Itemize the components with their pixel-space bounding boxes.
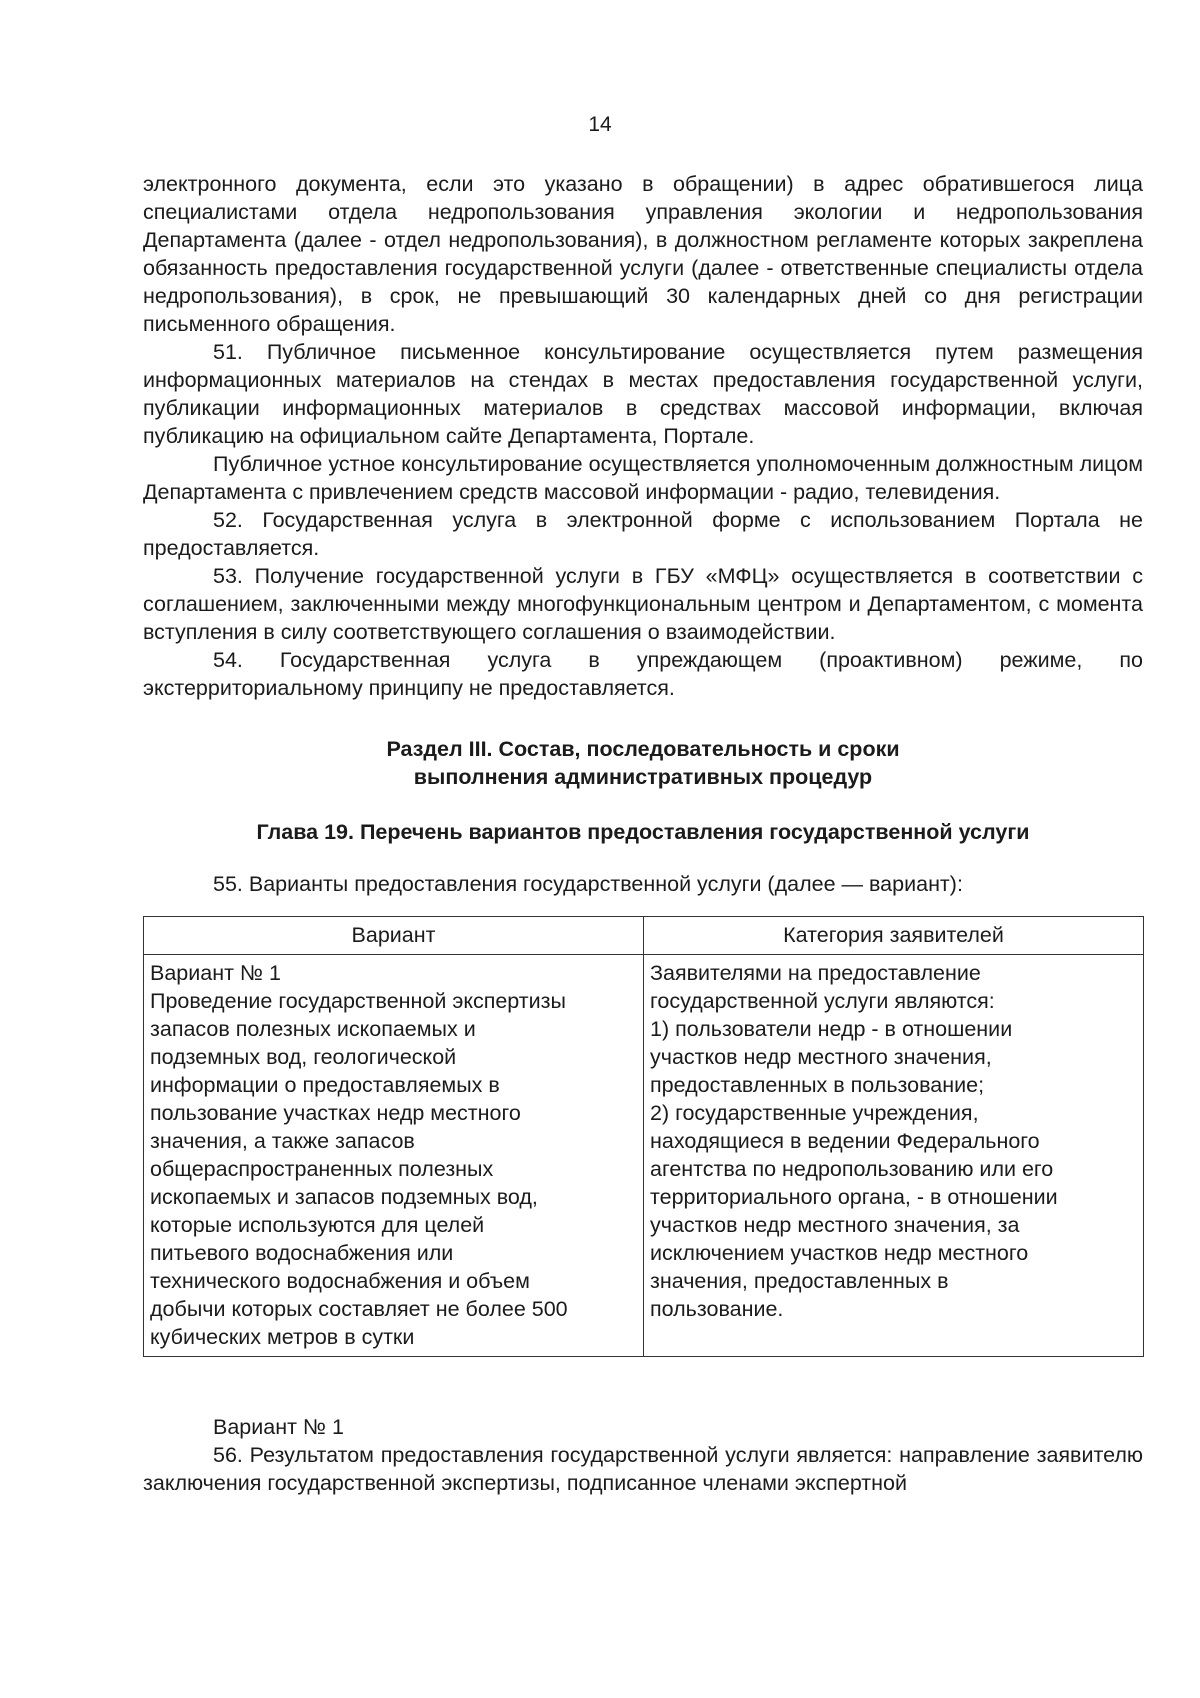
cell-line: находящиеся в ведении Федерального [650, 1129, 1040, 1153]
header-applicant-category: Категория заявителей [644, 917, 1144, 955]
cell-line: агентства по недропользованию или его [650, 1157, 1054, 1181]
paragraph-53: 53. Получение государственной услуги в ГБУ «МФЦ» осуществляется в соответствии с соглашением, заключенными между многофункциональным центром и Департаментом, с момента вступления в силу соответствующего соглашения о взаимодействии. [143, 564, 1143, 644]
cell-line: информации о предоставляемых в [150, 1073, 500, 1097]
paragraph-55: 55. Варианты предоставления государственной услуги (далее — вариант): [213, 872, 963, 896]
table-row [144, 955, 1144, 1357]
cell-line: значения, предоставленных в [650, 1269, 949, 1293]
variant-label: Вариант № 1 [213, 1415, 344, 1439]
cell-line: территориального органа, - в отношении [650, 1185, 1058, 1209]
header-variant: Вариант [144, 917, 644, 955]
cell-line: Проведение государственной экспертизы [150, 989, 566, 1013]
cell-line: пользование. [650, 1297, 784, 1321]
cell-line: ископаемых и запасов подземных вод, [150, 1185, 538, 1209]
cell-line: кубических метров в сутки [150, 1325, 415, 1349]
section-title-line-2: выполнения административных процедур [413, 765, 873, 789]
cell-line: добычи которых составляет не более 500 [150, 1297, 568, 1321]
cell-line: государственной услуги являются: [650, 989, 995, 1013]
cell-line: участков недр местного значения, за [650, 1213, 1020, 1237]
document-body [143, 170, 1143, 1497]
cell-line: 1) пользователи недр - в отношении [650, 1017, 1013, 1041]
page-number: 14 [588, 113, 612, 136]
paragraph-56: 56. Результатом предоставления государственной услуги является: направление заявителю заключения государственной экспертизы, подписанное членами экспертной [143, 1443, 1143, 1495]
cell-line: значения, а также запасов [150, 1129, 415, 1153]
table-header-row [144, 917, 1144, 955]
cell-line: участков недр местного значения, [650, 1045, 992, 1069]
variants-table [143, 916, 1144, 1357]
paragraph-51: 51. Публичное письменное консультирование осуществляется путем размещения информационных материалов на стендах в местах предоставления государственной услуги, публикации информационных материалов в средствах массовой информации, включая публикацию на официальном сайте Департамента, Портале. [143, 340, 1143, 448]
cell-line: исключением участков недр местного [650, 1241, 1029, 1265]
cell-line: общераспространенных полезных [150, 1157, 494, 1181]
cell-line: Вариант № 1 [150, 961, 281, 985]
paragraph-continuation: электронного документа, если это указано в обращении) в адрес обратившегося лица специалистами отдела недропользования управления экологии и недропользования Департамента (далее - отдел недропользования), в должностном регламенте которых закреплена обязанность предоставления государственной услуги (далее - ответственные специалисты отдела недропользования), в срок, не превышающий 30 календарных дней со дня регистрации письменного обращения. [143, 172, 1143, 336]
cell-line: Заявителями на предоставление [650, 961, 981, 985]
cell-line: питьевого водоснабжения или [150, 1241, 454, 1265]
cell-applicant-category [644, 955, 1144, 1357]
cell-line: подземных вод, геологической [150, 1045, 457, 1069]
cell-line: которые используются для целей [150, 1213, 485, 1237]
paragraph-54: 54. Государственная услуга в упреждающем (проактивном) режиме, по экстерриториальному принципу не предоставляется. [143, 648, 1143, 700]
paragraph-51-oral: Публичное устное консультирование осуществляется уполномоченным должностным лицом Департамента с привлечением средств массовой информации - радио, телевидения. [143, 452, 1143, 504]
cell-variant-description [144, 955, 644, 1357]
cell-line: пользование участках недр местного [150, 1101, 521, 1125]
cell-line: технического водоснабжения и объем [150, 1269, 530, 1293]
section-title-line-1: Раздел III. Состав, последовательность и сроки [386, 737, 900, 761]
chapter-title: Глава 19. Перечень вариантов предоставления государственной услуги [256, 820, 1030, 844]
cell-line: 2) государственные учреждения, [650, 1101, 979, 1125]
cell-line: запасов полезных ископаемых и [150, 1017, 476, 1041]
paragraph-52: 52. Государственная услуга в электронной форме с использованием Портала не предоставляется. [143, 508, 1143, 560]
cell-line: предоставленных в пользование; [650, 1073, 985, 1097]
